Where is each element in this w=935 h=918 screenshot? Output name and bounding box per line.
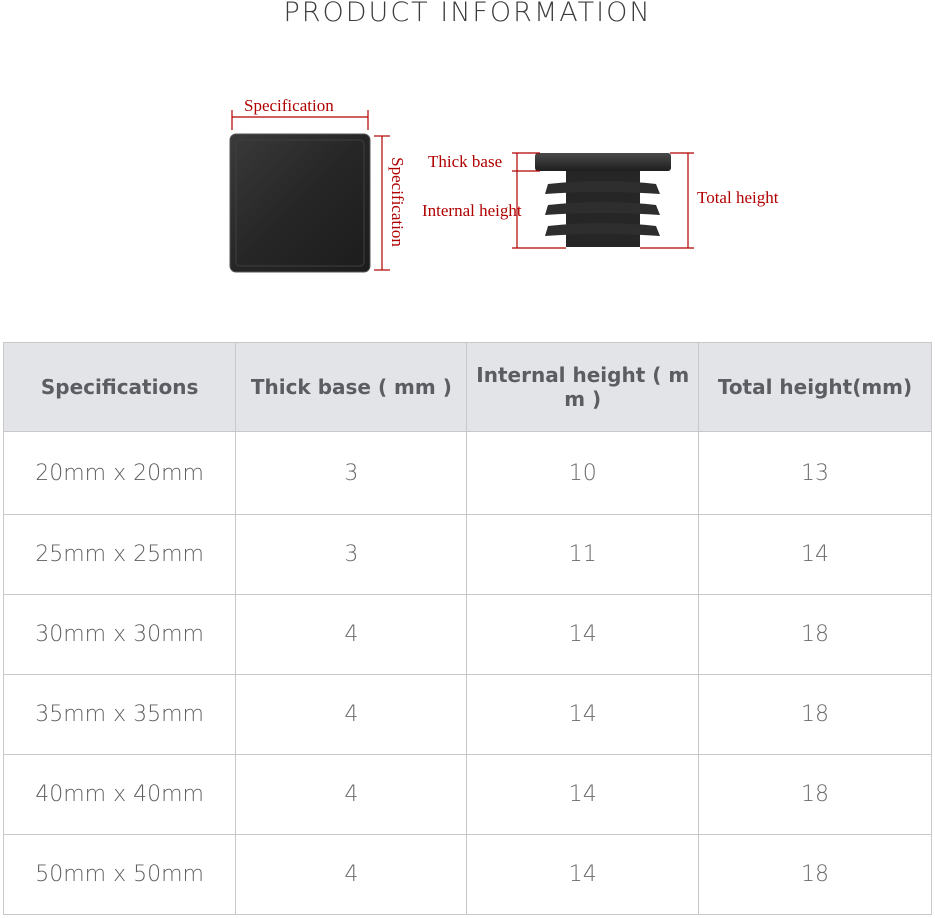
internal-height-label: Internal height bbox=[422, 201, 522, 220]
spec-side-label: Specification bbox=[387, 157, 407, 247]
cell-thick-base: 4 bbox=[236, 755, 467, 835]
insert-side-profile bbox=[535, 153, 671, 247]
table-row bbox=[4, 835, 932, 915]
page-title: PRODUCT INFORMATION bbox=[283, 0, 652, 28]
square-cap-top-view bbox=[230, 134, 370, 272]
header-total-height: Total height(mm) bbox=[699, 343, 932, 432]
cell-spec: 35mm x 35mm bbox=[4, 675, 236, 755]
total-height-label: Total height bbox=[697, 188, 779, 207]
header-internal-height: Internal height ( m m ) bbox=[467, 343, 699, 432]
cell-total-height: 18 bbox=[699, 595, 932, 675]
cell-spec: 40mm x 40mm bbox=[4, 755, 236, 835]
table-row bbox=[4, 595, 932, 675]
table-header-row bbox=[4, 343, 932, 432]
cell-total-height: 14 bbox=[699, 515, 932, 595]
table-row bbox=[4, 675, 932, 755]
cell-internal-height: 14 bbox=[467, 755, 699, 835]
cell-internal-height: 14 bbox=[467, 675, 699, 755]
cell-internal-height: 14 bbox=[467, 595, 699, 675]
cell-internal-height: 11 bbox=[467, 515, 699, 595]
cell-internal-height: 10 bbox=[467, 432, 699, 515]
cell-spec: 25mm x 25mm bbox=[4, 515, 236, 595]
header-thick-base: Thick base ( mm ) bbox=[236, 343, 467, 432]
cell-total-height: 13 bbox=[699, 432, 932, 515]
spec-table bbox=[3, 342, 932, 915]
table-row bbox=[4, 515, 932, 595]
table-row bbox=[4, 432, 932, 515]
cell-total-height: 18 bbox=[699, 835, 932, 915]
table-row bbox=[4, 755, 932, 835]
cell-spec: 30mm x 30mm bbox=[4, 595, 236, 675]
cell-total-height: 18 bbox=[699, 755, 932, 835]
cell-internal-height: 14 bbox=[467, 835, 699, 915]
cell-thick-base: 4 bbox=[236, 835, 467, 915]
cell-thick-base: 3 bbox=[236, 515, 467, 595]
header-specifications: Specifications bbox=[4, 343, 236, 432]
cell-total-height: 18 bbox=[699, 675, 932, 755]
cell-thick-base: 4 bbox=[236, 675, 467, 755]
cell-thick-base: 4 bbox=[236, 595, 467, 675]
cell-spec: 50mm x 50mm bbox=[4, 835, 236, 915]
cell-thick-base: 3 bbox=[236, 432, 467, 515]
spec-top-label: Specification bbox=[244, 96, 334, 115]
cell-spec: 20mm x 20mm bbox=[4, 432, 236, 515]
thick-base-label: Thick base bbox=[428, 152, 503, 171]
